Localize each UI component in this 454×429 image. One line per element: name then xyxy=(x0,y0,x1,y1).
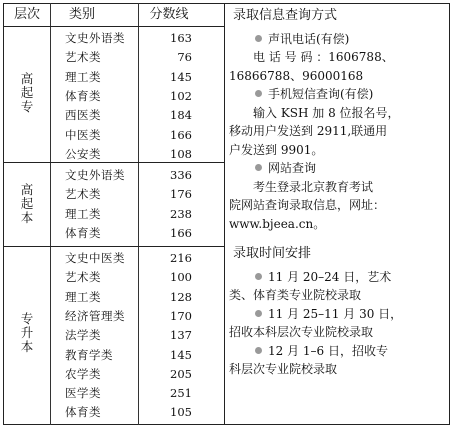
category-cell: 艺术类 xyxy=(65,50,101,65)
column-divider xyxy=(50,3,51,425)
category-cell: 教育学类 xyxy=(65,347,113,362)
schedule-text: 类、体育类专业院校录取 xyxy=(229,288,362,302)
category-cell: 理工类 xyxy=(65,289,101,304)
phone-label: 声讯电话(有偿) xyxy=(268,31,350,46)
schedule-item: 11 月 25–11 月 30 日， xyxy=(229,305,447,324)
sms-label: 手机短信查询(有偿) xyxy=(268,87,374,101)
score-cell: 184 xyxy=(170,108,192,123)
web-text: 考生登录北京教育考试 xyxy=(253,179,374,194)
web-item xyxy=(229,159,447,178)
bullet-dot-icon xyxy=(255,273,262,280)
info-panel xyxy=(229,5,447,379)
sms-item xyxy=(229,85,447,104)
bullet-dot-icon xyxy=(255,90,262,97)
web-url: www.bjeea.cn。 xyxy=(229,216,326,231)
category-cell: 公安类 xyxy=(65,146,101,161)
score-cell: 76 xyxy=(177,50,192,65)
schedule-item: 12 月 1–6 日，招收专 xyxy=(229,342,447,361)
schedule-heading: 录取时间安排 xyxy=(233,246,312,261)
score-cell: 100 xyxy=(170,270,192,285)
score-cell: 336 xyxy=(170,168,192,182)
phone-text: 16866788、96000168 xyxy=(229,68,364,83)
bullet-dot-icon xyxy=(255,347,262,354)
header-rule xyxy=(3,26,225,27)
score-cell: 163 xyxy=(170,31,192,45)
query-heading: 录取信息查询方式 xyxy=(233,8,338,23)
group-rule xyxy=(3,246,225,247)
category-cell: 法学类 xyxy=(65,328,101,343)
level-label-zhuanshengben: 专 升 本 xyxy=(20,311,34,354)
bullet-dot-icon xyxy=(255,35,262,42)
schedule-item: 11 月 20–24 日，艺术 xyxy=(229,268,447,287)
category-cell: 经济管理类 xyxy=(65,308,125,323)
header-level: 层次 xyxy=(13,7,40,22)
bullet-dot-icon xyxy=(255,164,262,171)
score-cell: 205 xyxy=(170,366,192,381)
header-category: 类别 xyxy=(68,7,95,22)
score-cell: 166 xyxy=(170,127,192,142)
score-cell: 108 xyxy=(170,146,192,161)
category-cell: 文史中医类 xyxy=(65,251,125,265)
header-score: 分数线 xyxy=(149,7,189,22)
sms-text: 输入 KSH 加 8 位报名号， xyxy=(253,105,400,120)
category-cell: 体育类 xyxy=(65,88,101,103)
category-cell: 西医类 xyxy=(65,108,101,123)
score-cell: 238 xyxy=(170,206,192,221)
web-label: 网站查询 xyxy=(268,161,317,175)
score-cell: 145 xyxy=(170,347,192,362)
score-cell: 102 xyxy=(170,88,192,103)
category-cell: 体育类 xyxy=(65,225,101,240)
phone-text: 电 话 号 码 ：1606788、 xyxy=(253,50,394,64)
category-cell: 文史外语类 xyxy=(65,168,125,182)
score-cell: 105 xyxy=(170,405,192,420)
category-cell: 理工类 xyxy=(65,69,101,84)
score-cell: 166 xyxy=(170,225,192,240)
phone-item xyxy=(229,30,447,49)
category-cell: 体育类 xyxy=(65,405,101,420)
level-label-gaoqiben: 高 起 本 xyxy=(20,182,34,225)
score-cell: 170 xyxy=(170,308,192,323)
sms-text: 户发送到 9901。 xyxy=(229,142,324,157)
category-cell: 文史外语类 xyxy=(65,31,125,45)
score-cell: 128 xyxy=(170,289,192,304)
score-cell: 251 xyxy=(170,386,192,401)
score-cell: 176 xyxy=(170,187,192,202)
bullet-dot-icon xyxy=(255,310,262,317)
panel-divider xyxy=(224,3,225,425)
category-cell: 中医类 xyxy=(65,127,101,142)
sms-text: 移动用户发送到 2911,联通用 xyxy=(229,124,388,138)
web-text: 院网站查询录取信息，网址： xyxy=(229,198,386,212)
category-cell: 理工类 xyxy=(65,206,101,221)
category-cell: 医学类 xyxy=(65,386,101,401)
category-cell: 艺术类 xyxy=(65,270,101,285)
score-cell: 145 xyxy=(170,69,192,84)
category-cell: 艺术类 xyxy=(65,187,101,202)
schedule-text: 科层次专业院校录取 xyxy=(229,362,338,376)
category-cell: 农学类 xyxy=(65,366,101,381)
score-cell: 216 xyxy=(170,251,192,265)
level-label-gaoqizhuan: 高 起 专 xyxy=(20,71,34,114)
score-cell: 137 xyxy=(170,328,192,343)
schedule-text: 招收本科层次专业院校录取 xyxy=(229,325,374,339)
